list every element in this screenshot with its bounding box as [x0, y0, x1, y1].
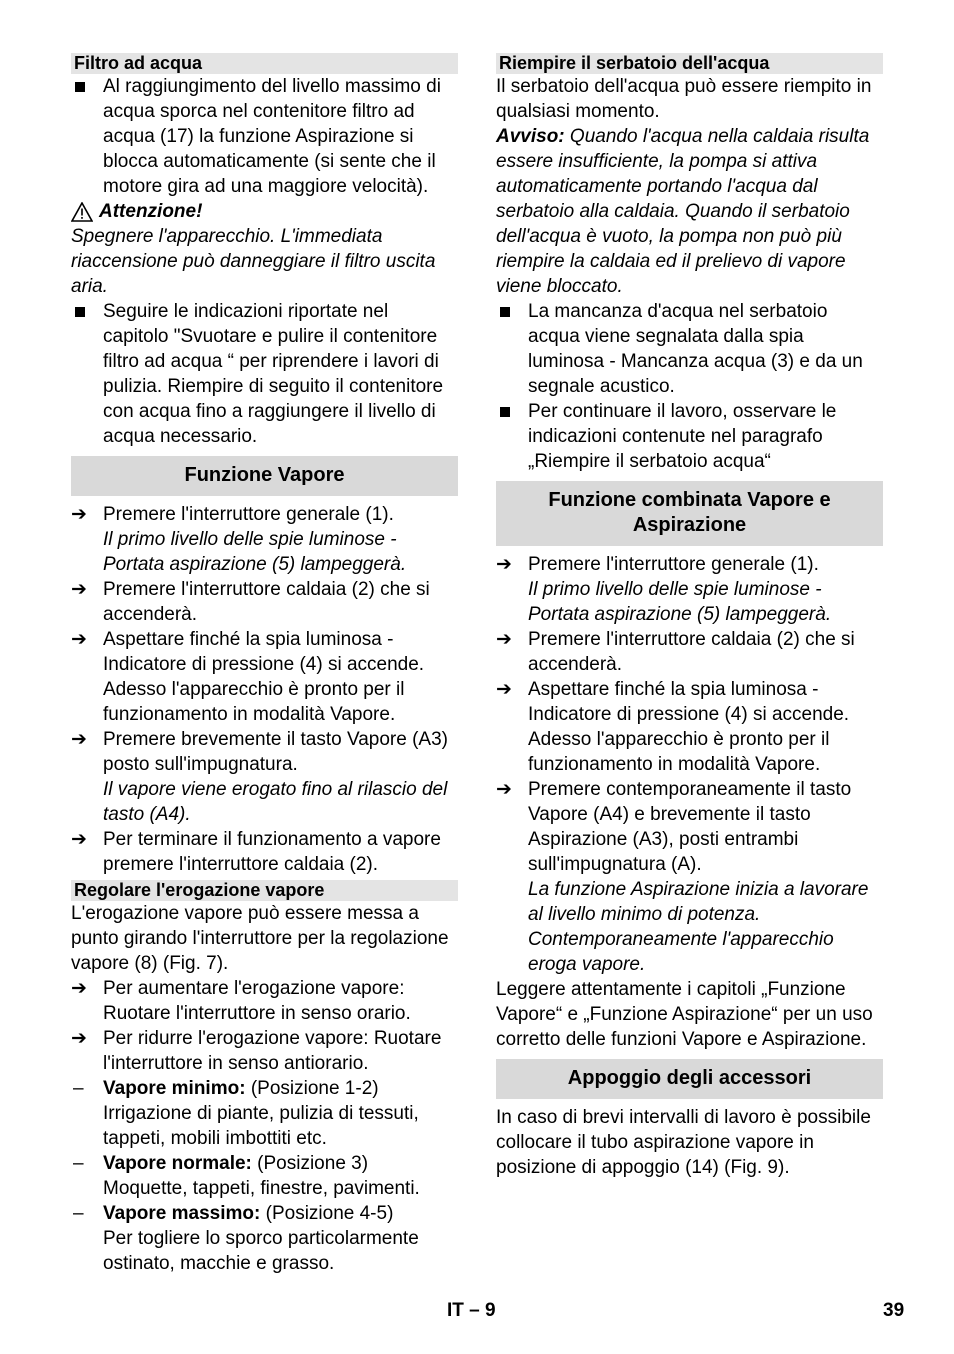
arrow-right-icon: ➔: [71, 504, 87, 525]
bullet-square-icon: [71, 299, 99, 324]
step-item: ➔ Premere l'interruttore caldaia (2) che si accenderà.: [71, 579, 430, 625]
step-item: ➔ Premere brevemente il tasto Vapore (A3) posto sull'impugnatura. Il vapore viene erogato fino al rilascio del tasto (A4).: [71, 729, 448, 825]
warning-heading: [71, 199, 458, 224]
step-item: ➔ Premere l'interruttore caldaia (2) che si accenderà.: [496, 629, 855, 675]
arrow-right-icon: ➔: [496, 679, 512, 700]
attenzione-label: Attenzione!: [99, 201, 203, 222]
page-number: 39: [883, 1300, 905, 1321]
dash-item: – Vapore massimo: (Posizione 4-5) Per togliere lo sporco particolarmente ostinato, macchie e grasso.: [73, 1203, 419, 1274]
avviso-paragraph: Avviso: Quando l'acqua nella caldaia risulta essere insufficiente, la pompa si attiva automaticamente portando l'acqua dal serbatoio alla caldaia. Quando il serbatoio dell'acqua è vuoto, la pompa non può più riempire la caldaia ed il prelievo di vapore viene bloccato.: [496, 126, 870, 297]
step-item: ➔ Premere l'interruttore generale (1). Il primo livello delle spie luminose - Portata aspirazione (5) lampeggerà.: [496, 554, 832, 625]
arrow-right-icon: ➔: [496, 554, 512, 575]
combinata-heading: Funzione combinata Vapore e Aspirazione: [496, 481, 883, 546]
bullet-square-icon: [71, 74, 99, 99]
bullet-square-icon: [496, 399, 524, 424]
dash-icon: –: [73, 1153, 84, 1174]
regolare-heading: Regolare l'erogazione vapore: [71, 880, 458, 901]
riempire-intro: Il serbatoio dell'acqua può essere riempito in qualsiasi momento.: [496, 76, 872, 122]
arrow-right-icon: ➔: [71, 1028, 87, 1049]
attenzione-text: Spegnere l'apparecchio. L'immediata riaccensione può danneggiare il filtro uscita aria.: [71, 226, 436, 297]
list-item: Al raggiungimento del livello massimo di acqua sporca nel contenitore filtro ad acqua (17) la funzione Aspirazione si blocca automaticamente (si sente che il motore gira ad una maggiore velocità).: [71, 74, 458, 199]
arrow-right-icon: ➔: [496, 779, 512, 800]
arrow-right-icon: ➔: [71, 579, 87, 600]
appoggio-heading: Appoggio degli accessori: [496, 1059, 883, 1099]
filtro-heading: Filtro ad acqua: [71, 53, 458, 74]
arrow-right-icon: ➔: [71, 978, 87, 999]
step-item: ➔ Premere l'interruttore generale (1). Il primo livello delle spie luminose - Portata aspirazione (5) lampeggerà.: [71, 504, 407, 575]
list-item: La mancanza d'acqua nel serbatoio acqua viene segnalata dalla spia luminosa - Mancanza acqua (3) e da un segnale acustico.: [496, 299, 883, 399]
right-column: [496, 50, 883, 1180]
step-item: ➔ Aspettare finché la spia luminosa - Indicatore di pressione (4) si accende. Adesso l'apparecchio è pronto per il funzionamento in modalità Vapore.: [496, 679, 850, 775]
dash-item: – Vapore minimo: (Posizione 1-2) Irrigazione di piante, pulizia di tessuti, tappeti, mobili imbottiti etc.: [73, 1078, 419, 1149]
left-column: [71, 50, 458, 1276]
dash-icon: –: [73, 1078, 84, 1099]
step-item: ➔ Per ridurre l'erogazione vapore: Ruotare l'interruttore in senso antiorario.: [71, 1028, 442, 1074]
arrow-right-icon: ➔: [496, 629, 512, 650]
list-item: Per continuare il lavoro, osservare le indicazioni contenute nel paragrafo „Riempire il serbatoio acqua“: [496, 399, 883, 474]
dash-item: – Vapore normale: (Posizione 3) Moquette, tappeti, finestre, pavimenti.: [73, 1153, 420, 1199]
step-item: ➔ Per terminare il funzionamento a vapore premere l'interruttore caldaia (2).: [71, 829, 441, 875]
combinata-outro: Leggere attentamente i capitoli „Funzione Vapore“ e „Funzione Aspirazione“ per un uso corretto delle funzioni Vapore e Aspirazione.: [496, 979, 873, 1050]
footer-language-page: IT – 9: [447, 1300, 496, 1321]
list-item: Seguire le indicazioni riportate nel capitolo "Svuotare e pulire il contenitore filtro ad acqua “ per riprendere i lavori di pulizia. Riempire di seguito il contenitore con acqua fino a raggiungere il livello di acqua necessario.: [71, 299, 458, 449]
step-item: ➔ Per aumentare l'erogazione vapore: Ruotare l'interruttore in senso orario.: [71, 978, 411, 1024]
step-item: ➔ Aspettare finché la spia luminosa - Indicatore di pressione (4) si accende. Adesso l'apparecchio è pronto per il funzionamento in modalità Vapore.: [71, 629, 425, 725]
appoggio-text: In caso di brevi intervalli di lavoro è possibile collocare il tubo aspirazione vapore in posizione di appoggio (14) (Fig. 9).: [496, 1107, 871, 1178]
step-item: ➔ Premere contemporaneamente il tasto Vapore (A4) e brevemente il tasto Aspirazione (A3), posti entrambi sull'impugnatura (A). La funzione Aspirazione inizia a lavorare al livello minimo di potenza. Contemporaneamente l'apparecchio eroga vapore.: [496, 779, 869, 975]
bullet-square-icon: [496, 299, 524, 324]
riempire-heading: Riempire il serbatoio dell'acqua: [496, 53, 883, 74]
arrow-right-icon: ➔: [71, 629, 87, 650]
vapore-heading: Funzione Vapore: [71, 456, 458, 496]
warning-triangle-icon: [71, 202, 93, 222]
arrow-right-icon: ➔: [71, 829, 87, 850]
dash-icon: –: [73, 1203, 84, 1224]
regolare-intro: L'erogazione vapore può essere messa a punto girando l'interruttore per la regolazione vapore (8) (Fig. 7).: [71, 903, 449, 974]
arrow-right-icon: ➔: [71, 729, 87, 750]
